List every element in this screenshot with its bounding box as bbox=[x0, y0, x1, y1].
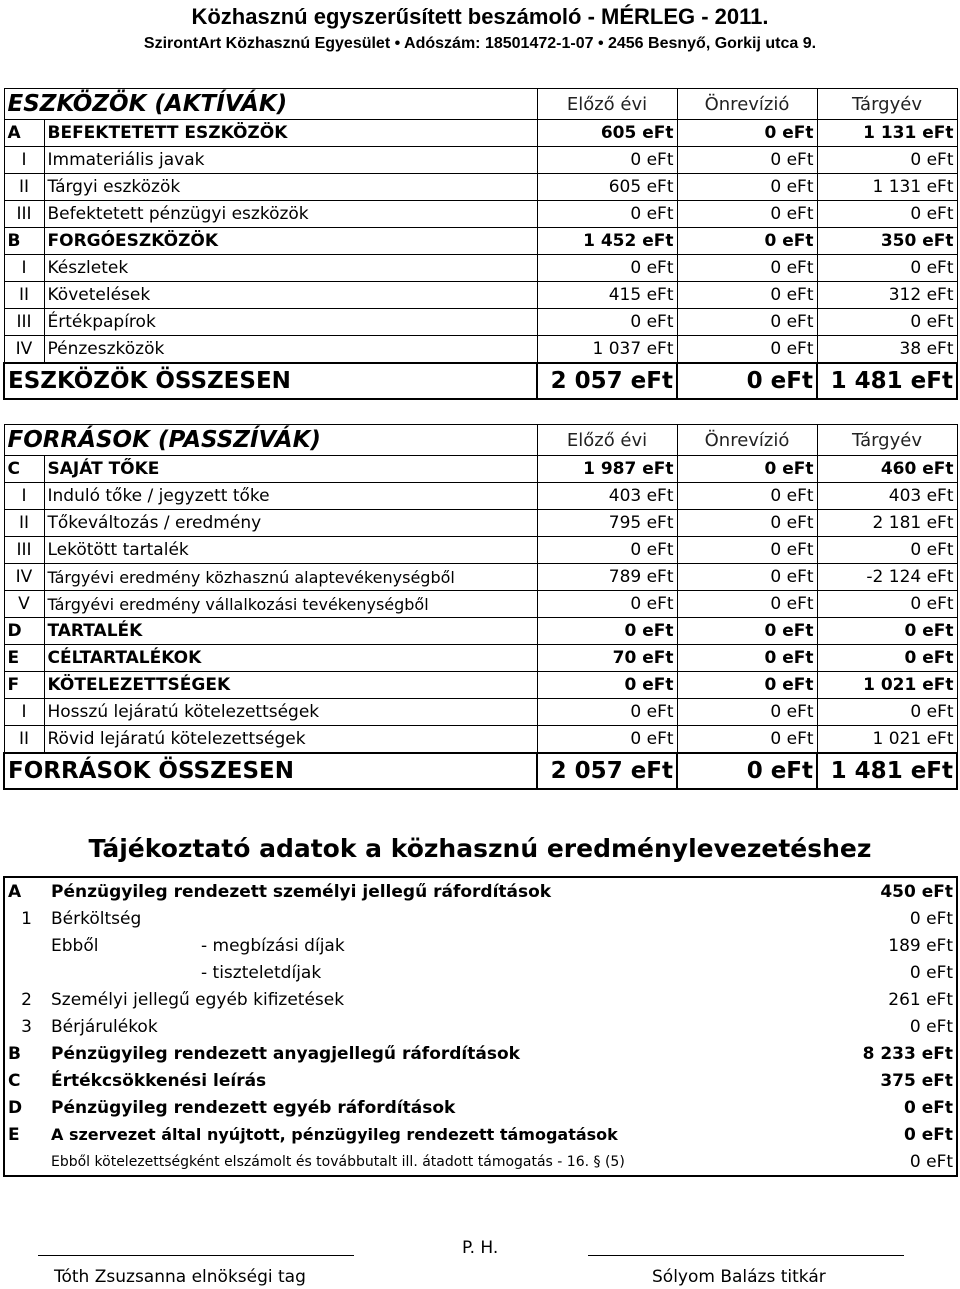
table-row bbox=[4, 456, 957, 483]
table-cell: 0 eFt bbox=[537, 309, 677, 336]
table-cell: B bbox=[4, 228, 44, 255]
table-cell: 0 eFt bbox=[677, 672, 817, 699]
table-cell: Bérjárulékok bbox=[51, 1016, 158, 1037]
table-row bbox=[4, 255, 957, 282]
table-cell: 0 eFt bbox=[677, 282, 817, 309]
table-cell: 0 eFt bbox=[677, 201, 817, 228]
table-cell bbox=[4, 932, 48, 959]
liabilities-table bbox=[3, 424, 958, 790]
table-cell: I bbox=[4, 255, 44, 282]
table-row bbox=[4, 147, 957, 174]
table-cell: KÖTELEZETTSÉGEK bbox=[44, 672, 537, 699]
table-cell: 0 eFt bbox=[677, 309, 817, 336]
table-cell: 0 eFt bbox=[909, 1151, 954, 1172]
column-header: Tárgyév bbox=[817, 425, 957, 456]
table-cell: D bbox=[4, 618, 44, 645]
table-cell: ESZKÖZÖK ÖSSZESEN bbox=[4, 363, 537, 399]
table-row bbox=[4, 986, 957, 1013]
assets-title: ESZKÖZÖK (AKTÍVÁK) bbox=[4, 89, 537, 120]
assets-header-row bbox=[4, 89, 957, 120]
table-cell: 0 eFt bbox=[677, 591, 817, 618]
table-row bbox=[4, 618, 957, 645]
table-cell: 605 eFt bbox=[537, 120, 677, 147]
table-row bbox=[4, 1094, 957, 1121]
table-cell: 2 057 eFt bbox=[537, 363, 677, 399]
table-cell: 0 eFt bbox=[677, 618, 817, 645]
table-cell: Lekötött tartalék bbox=[44, 537, 537, 564]
table-cell: - megbízási díjak bbox=[201, 935, 345, 956]
table-cell: Ebből kötelezettségként elszámolt és továbbutalt ill. átadott támogatás - 16. § (5) bbox=[51, 1153, 625, 1170]
table-cell: 0 eFt bbox=[677, 228, 817, 255]
table-cell: SAJÁT TŐKE bbox=[44, 456, 537, 483]
table-cell: A bbox=[8, 881, 22, 902]
table-cell: 1 037 eFt bbox=[537, 336, 677, 364]
table-cell: 0 eFt bbox=[537, 699, 677, 726]
left-signature-line bbox=[38, 1255, 354, 1256]
table-row bbox=[4, 1013, 957, 1040]
column-header: Előző évi bbox=[537, 425, 677, 456]
table-cell: 0 eFt bbox=[817, 618, 957, 645]
table-cell: 0 eFt bbox=[677, 120, 817, 147]
table-cell: 0 eFt bbox=[817, 591, 957, 618]
table-cell: Pénzeszközök bbox=[44, 336, 537, 364]
table-cell: C bbox=[4, 456, 44, 483]
table-cell: A szervezet által nyújtott, pénzügyileg rendezett támogatások bbox=[51, 1125, 618, 1144]
table-cell: Hosszú lejáratú kötelezettségek bbox=[44, 699, 537, 726]
table-cell: 0 eFt bbox=[537, 672, 677, 699]
table-cell: 0 eFt bbox=[677, 564, 817, 591]
table-cell: 0 eFt bbox=[817, 537, 957, 564]
table-row bbox=[4, 483, 957, 510]
table-cell: Tárgyévi eredmény közhasznú alaptevékenységből bbox=[44, 564, 537, 591]
table-cell: 0 eFt bbox=[677, 483, 817, 510]
table-cell: 0 eFt bbox=[817, 255, 957, 282]
liabilities-header-row bbox=[4, 425, 957, 456]
table-cell: 0 eFt bbox=[677, 726, 817, 754]
table-cell: 795 eFt bbox=[537, 510, 677, 537]
table-cell: 0 eFt bbox=[817, 147, 957, 174]
table-row bbox=[4, 591, 957, 618]
table-cell: IV bbox=[4, 336, 44, 364]
table-cell: 2 bbox=[21, 989, 32, 1010]
table-cell: 8 233 eFt bbox=[862, 1043, 954, 1064]
table-cell: V bbox=[4, 591, 44, 618]
liabilities-total-row bbox=[4, 753, 957, 789]
table-cell: 0 eFt bbox=[677, 645, 817, 672]
table-cell: 1 bbox=[21, 908, 32, 929]
table-cell: Immateriális javak bbox=[44, 147, 537, 174]
document-title: Közhasznú egyszerűsített beszámoló - MÉRLEG - 2011. bbox=[191, 4, 769, 29]
assets-total-row bbox=[4, 363, 957, 399]
left-signatory: Tóth Zsuzsanna elnökségi tag bbox=[54, 1267, 306, 1287]
table-cell: 0 eFt bbox=[909, 1016, 954, 1037]
table-row bbox=[4, 645, 957, 672]
table-cell: D bbox=[8, 1097, 23, 1118]
table-row bbox=[4, 282, 957, 309]
table-cell: Tőkeváltozás / eredmény bbox=[44, 510, 537, 537]
table-row bbox=[4, 877, 957, 905]
table-cell: 0 eFt bbox=[537, 147, 677, 174]
table-row bbox=[4, 672, 957, 699]
table-cell: -2 124 eFt bbox=[817, 564, 957, 591]
table-row bbox=[4, 699, 957, 726]
table-cell: 0 eFt bbox=[903, 1097, 954, 1118]
assets-table bbox=[3, 88, 958, 400]
table-cell: - tiszteletdíjak bbox=[201, 962, 322, 983]
right-signatory: Sólyom Balázs titkár bbox=[652, 1267, 826, 1287]
table-cell: 0 eFt bbox=[677, 147, 817, 174]
stamp-placeholder: P. H. bbox=[462, 1238, 499, 1258]
table-cell: 0 eFt bbox=[677, 537, 817, 564]
info-table bbox=[3, 876, 958, 1177]
table-row bbox=[4, 726, 957, 754]
table-cell: 0 eFt bbox=[903, 1124, 954, 1145]
table-cell: 3 bbox=[21, 1016, 32, 1037]
table-cell: 460 eFt bbox=[817, 456, 957, 483]
table-cell: Személyi jellegű egyéb kifizetések bbox=[51, 989, 345, 1010]
table-cell: 605 eFt bbox=[537, 174, 677, 201]
table-cell: 789 eFt bbox=[537, 564, 677, 591]
table-cell: Követelések bbox=[44, 282, 537, 309]
table-cell: 0 eFt bbox=[677, 255, 817, 282]
table-cell: 0 eFt bbox=[677, 174, 817, 201]
table-cell: 0 eFt bbox=[817, 645, 957, 672]
table-cell: 261 eFt bbox=[888, 989, 954, 1010]
table-cell: 0 eFt bbox=[677, 336, 817, 364]
table-cell: FORRÁSOK ÖSSZESEN bbox=[4, 753, 537, 789]
table-row bbox=[4, 1148, 957, 1176]
table-cell bbox=[48, 959, 198, 986]
info-section-title: Tájékoztató adatok a közhasznú eredménylevezetéshez bbox=[88, 834, 872, 863]
table-cell: 0 eFt bbox=[677, 510, 817, 537]
table-cell: 375 eFt bbox=[880, 1070, 954, 1091]
table-cell: Tárgyi eszközök bbox=[44, 174, 537, 201]
table-cell: 38 eFt bbox=[817, 336, 957, 364]
table-cell: 415 eFt bbox=[537, 282, 677, 309]
table-cell: 403 eFt bbox=[817, 483, 957, 510]
table-row bbox=[4, 174, 957, 201]
column-header: Önrevízió bbox=[677, 425, 817, 456]
table-cell: III bbox=[4, 537, 44, 564]
table-cell: CÉLTARTALÉKOK bbox=[44, 645, 537, 672]
table-cell: I bbox=[4, 147, 44, 174]
table-row bbox=[4, 510, 957, 537]
liabilities-title: FORRÁSOK (PASSZÍVÁK) bbox=[4, 425, 537, 456]
table-cell: 1 987 eFt bbox=[537, 456, 677, 483]
table-cell: E bbox=[4, 645, 44, 672]
table-row bbox=[4, 309, 957, 336]
table-cell: 1 481 eFt bbox=[817, 363, 957, 399]
table-cell: IV bbox=[4, 564, 44, 591]
table-cell: II bbox=[4, 510, 44, 537]
table-cell: 1 021 eFt bbox=[817, 672, 957, 699]
table-cell: III bbox=[4, 201, 44, 228]
table-cell: Értékcsökkenési leírás bbox=[51, 1070, 267, 1091]
table-cell: Befektetett pénzügyi eszközök bbox=[44, 201, 537, 228]
table-row bbox=[4, 959, 957, 986]
table-cell: 0 eFt bbox=[537, 726, 677, 754]
table-cell: 0 eFt bbox=[677, 456, 817, 483]
table-cell: 1 452 eFt bbox=[537, 228, 677, 255]
table-cell: Induló tőke / jegyzett tőke bbox=[44, 483, 537, 510]
right-signature-line bbox=[588, 1255, 904, 1256]
table-cell: 2 181 eFt bbox=[817, 510, 957, 537]
table-cell: Bérköltség bbox=[51, 908, 142, 929]
table-cell: 0 eFt bbox=[909, 962, 954, 983]
column-header: Önrevízió bbox=[677, 89, 817, 120]
table-cell: 1 131 eFt bbox=[817, 120, 957, 147]
table-cell: 0 eFt bbox=[817, 699, 957, 726]
table-row bbox=[4, 564, 957, 591]
table-cell: 189 eFt bbox=[888, 935, 954, 956]
table-cell: II bbox=[4, 282, 44, 309]
table-cell: E bbox=[8, 1124, 20, 1145]
table-cell: B bbox=[8, 1043, 21, 1064]
table-row bbox=[4, 905, 957, 932]
table-cell: 0 eFt bbox=[677, 363, 817, 399]
table-cell: I bbox=[4, 483, 44, 510]
table-cell bbox=[4, 959, 48, 986]
table-cell: 0 eFt bbox=[817, 201, 957, 228]
table-cell: 1 021 eFt bbox=[817, 726, 957, 754]
table-cell: 2 057 eFt bbox=[537, 753, 677, 789]
table-cell: 450 eFt bbox=[880, 881, 954, 902]
table-cell: 70 eFt bbox=[537, 645, 677, 672]
table-cell: 0 eFt bbox=[677, 699, 817, 726]
table-cell: Tárgyévi eredmény vállalkozási tevékenységből bbox=[44, 591, 537, 618]
table-cell: A bbox=[4, 120, 44, 147]
table-cell: II bbox=[4, 726, 44, 754]
column-header: Előző évi bbox=[537, 89, 677, 120]
table-cell: 0 eFt bbox=[537, 591, 677, 618]
table-cell: 0 eFt bbox=[909, 908, 954, 929]
table-row bbox=[4, 537, 957, 564]
table-row bbox=[4, 932, 957, 959]
table-cell: 350 eFt bbox=[817, 228, 957, 255]
table-cell: C bbox=[8, 1070, 21, 1091]
table-cell: FORGÓESZKÖZÖK bbox=[44, 228, 537, 255]
table-cell: Pénzügyileg rendezett személyi jellegű ráfordítások bbox=[51, 881, 552, 902]
table-cell: I bbox=[4, 699, 44, 726]
organization-info: SzirontArt Közhasznú Egyesület • Adószám: 18501472-1-07 • 2456 Besnyő, Gorkij utca 9. bbox=[143, 35, 817, 52]
table-cell bbox=[4, 1148, 48, 1176]
table-row bbox=[4, 1121, 957, 1148]
table-cell: TARTALÉK bbox=[44, 618, 537, 645]
table-cell: 0 eFt bbox=[537, 255, 677, 282]
table-cell: 0 eFt bbox=[537, 201, 677, 228]
table-cell: 1 481 eFt bbox=[817, 753, 957, 789]
column-header: Tárgyév bbox=[817, 89, 957, 120]
table-cell: Ebből bbox=[51, 935, 99, 956]
table-cell: Rövid lejáratú kötelezettségek bbox=[44, 726, 537, 754]
table-cell: 0 eFt bbox=[817, 309, 957, 336]
table-row bbox=[4, 228, 957, 255]
table-cell: 0 eFt bbox=[537, 537, 677, 564]
table-cell: BEFEKTETETT ESZKÖZÖK bbox=[44, 120, 537, 147]
table-cell: 1 131 eFt bbox=[817, 174, 957, 201]
table-cell: II bbox=[4, 174, 44, 201]
table-cell: 0 eFt bbox=[677, 753, 817, 789]
table-cell: Készletek bbox=[44, 255, 537, 282]
table-cell: Pénzügyileg rendezett egyéb ráfordítások bbox=[51, 1097, 456, 1118]
table-cell: 312 eFt bbox=[817, 282, 957, 309]
table-cell: 403 eFt bbox=[537, 483, 677, 510]
table-row bbox=[4, 120, 957, 147]
table-cell: III bbox=[4, 309, 44, 336]
table-row bbox=[4, 1040, 957, 1067]
table-row bbox=[4, 1067, 957, 1094]
table-row bbox=[4, 201, 957, 228]
table-cell: Értékpapírok bbox=[44, 309, 537, 336]
table-cell: 0 eFt bbox=[537, 618, 677, 645]
table-cell: Pénzügyileg rendezett anyagjellegű ráfordítások bbox=[51, 1043, 520, 1064]
table-cell: F bbox=[4, 672, 44, 699]
table-row bbox=[4, 336, 957, 364]
